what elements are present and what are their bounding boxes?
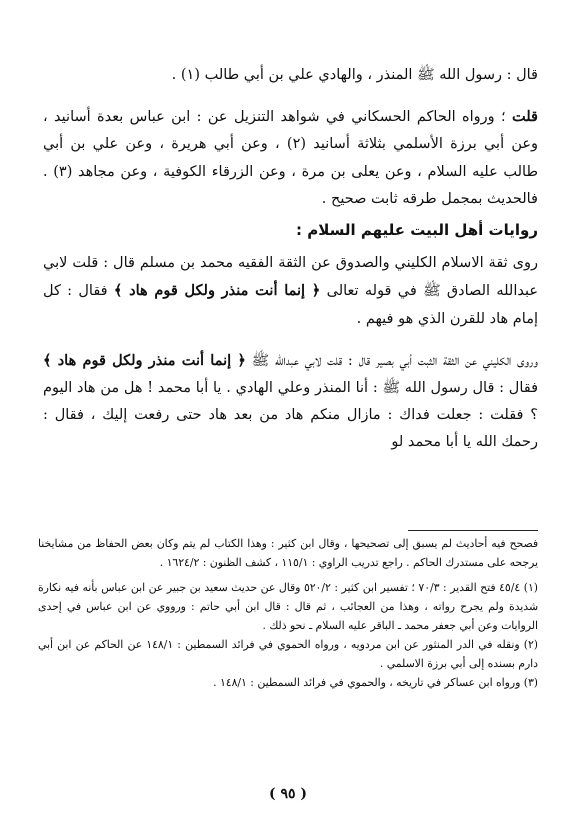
footnote-3: (٣) ورواه ابن عساكر في تاريخه ، والحموي في فرائد السمطين : ١٤٨/١ . [213, 676, 538, 689]
paragraph-4-intro: وروى الكليني عن الثقة الثبت أبي بصير قال : قلت لابي عبدالله ﷺ [251, 352, 538, 369]
page-number: ( ٩٥ ) [268, 786, 308, 802]
footnote-continuation: فصحح فيه أحاديث لم يسبق إلى تصحيحها ، وقال ابن كثير : وهذا الكتاب لم يتم وكان بعض الحفاظ من مشايخنا يرجحه على مستدرك الحاكم . راجع تدريب الراوي : ١١٥/١ ، كشف الظنون : ١٦٢٤/٢ . [38, 537, 538, 569]
paragraph-1: قال : رسول الله ﷺ المنذر ، والهادي علي بن أبي طالب (١) . [171, 67, 538, 83]
note-label: قلت [512, 108, 538, 126]
footnote-separator [408, 530, 538, 531]
paragraph-2 [43, 103, 538, 213]
main-text [43, 62, 538, 457]
section-heading-text: روايات أهل البيت عليهم السلام : [296, 221, 538, 240]
footnote-2: (٢) ونقله في الدر المنثور عن ابن مردويه ، ورواه الحموي في فرائد السمطين : ١٤٨/١ عن الحاكم عن ابن أبي دارم بسنده إلى أبي برزة الاسلمي . [38, 638, 538, 670]
section-heading [43, 217, 538, 244]
paragraph-3-intro: روى ثقة الاسلام الكليني والصدوق عن الثقة الفقيه محمد بن مسلم قال : قلت لابي عبدالله الصادق ﷺ في قوله تعالى [43, 255, 539, 300]
paragraph-3 [43, 250, 538, 333]
quran-quote-2: ﴿ إنما أنت منذر ولكل قوم هاد ﴾ [43, 351, 246, 369]
paragraph-2-text: ؛ ورواه الحاكم الحسكاني في شواهد التنزيل عن : ابن عباس بعدة أسانيد ، وعن أبي برزة الأسلمي بثلاثة أسانيد (٢) ، وعن أبي هريرة ، وعن علي بن أبي طالب عليه السلام ، وعن يعلى بن مرة ، وعن الزرقاء الكوفية ، وعن مجاهد (٣) . فالحديث بمجمل طرقه ثابت صحيح . [43, 109, 539, 207]
footnotes [38, 534, 538, 692]
paragraph-3-rest: فقال : كل إمام هاد للقرن الذي هو فيهم . [43, 283, 538, 327]
quran-quote-1: ﴿ إنما أنت منذر ولكل قوم هاد ﴾ [113, 282, 321, 300]
paragraph-4 [43, 347, 538, 457]
paragraph-4-rest: فقال : قال رسول الله ﷺ : أنا المنذر وعلي الهادي . يا أبا محمد ! هل من هاد اليوم ؟ فقلت : جعلت فداك : مازال منكم هاد من بعد هاد حتى رفعت إليك ، فقال : رحمك الله يا أبا محمد لو [43, 380, 538, 451]
footnote-1: (١) ٤٥/٤ فتح القدير : ٧٠/٣ ؛ تفسير ابن كثير : ٥٢٠/٢ وقال عن حديث سعيد بن جبير عن ابن عباس بأنه فيه نكارة شديدة ولم يجرح رواته ، وهذا من العجائب ، ثم قال : قال ابن أبي حاتم : ورووي عن ابن عباس في إحدى الروايات وعن أبي جعفر محمد ـ الباقر عليه السلام ـ نحو ذلك . [38, 581, 538, 632]
